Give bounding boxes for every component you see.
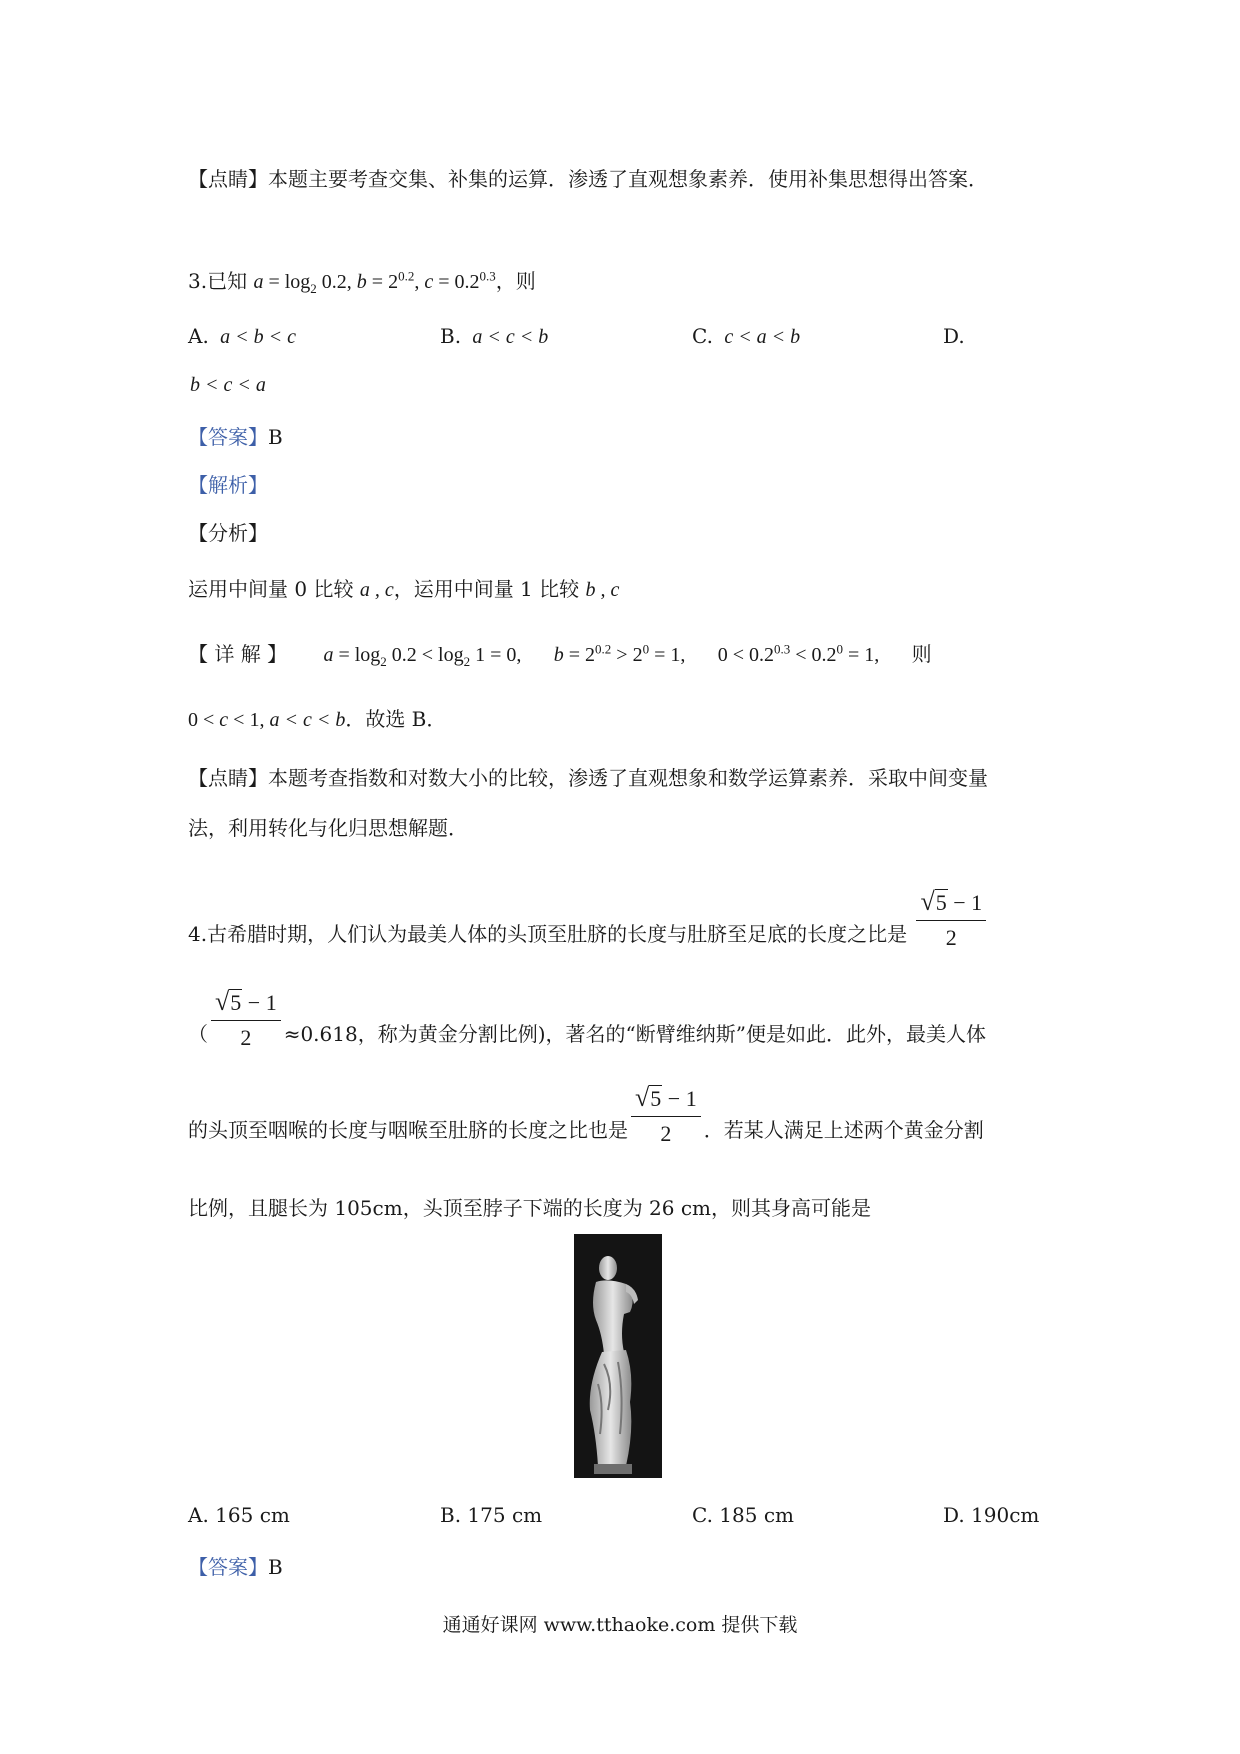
q3-option-b-formula: a < c < b xyxy=(467,326,549,348)
q3-option-d-label: D. xyxy=(943,324,965,348)
q4-answer-tag: 【答案】 xyxy=(188,1555,268,1579)
q3-analysis-tag: 【解析】 xyxy=(188,473,268,497)
page-footer: 通通好课网 www.tthaoke.com 提供下载 xyxy=(442,1614,798,1636)
venus-de-milo-statue-icon xyxy=(574,1234,662,1478)
q3-detail-then: 则 xyxy=(911,642,932,666)
q3-detail-tag: 【 详 解 】 xyxy=(188,642,288,666)
q3-option-c xyxy=(692,324,800,349)
q4-option-b: B. 175 cm xyxy=(440,1503,543,1527)
q3-formula: $a = \log_2 0.2$, $b = 2^{0.2}$, $c = 0.2^{0.3}$ xyxy=(253,268,496,296)
q4-line-3 xyxy=(188,1082,984,1147)
q4-line-2-text: ≈0.618，称为黄金分割比例)，著名的“断臂维纳斯”便是如此．此外，最美人体 xyxy=(283,1022,986,1046)
q4-line-1-text: 4.古希腊时期，人们认为最美人体的头顶至肚脐的长度与肚脐至足底的长度之比是 xyxy=(188,922,908,946)
q4-option-d: D. 190cm xyxy=(943,1503,1040,1527)
prev-tip-text: 本题主要考查交集、补集的运算．渗透了直观想象素养．使用补集思想得出答案． xyxy=(268,167,988,191)
q3-answer-value: B xyxy=(268,425,283,449)
q3-fenxi-tag: 【分析】 xyxy=(188,521,268,545)
q3-tip-line-1 xyxy=(188,762,988,791)
q3-tip-tag: 【点睛】 xyxy=(188,766,268,790)
q3-detail-formula-2: $b = 2^{0.2} > 2^0 = 1$, xyxy=(553,641,686,666)
q4-option-c: C. 185 cm xyxy=(692,1503,795,1527)
prev-tip xyxy=(188,163,988,192)
golden-ratio-fraction-3: $\frac{√5 - 1}{2}$ xyxy=(631,1083,701,1147)
q4-line-1 xyxy=(188,886,989,951)
q4-line-4: 比例，且腿长为 105cm，头顶至脖子下端的长度为 26 cm，则其身高可能是 xyxy=(188,1196,872,1220)
q3-fenxi-vars-2: b , c xyxy=(585,579,620,601)
q3-option-a-label: A. xyxy=(188,324,209,348)
q4-answer-value: B xyxy=(268,1555,283,1579)
q3-tail: ，则 xyxy=(495,269,536,293)
q3-option-b xyxy=(440,324,548,349)
golden-ratio-fraction-2: $\frac{√5 - 1}{2}$ xyxy=(211,987,281,1051)
q3-detail xyxy=(188,638,932,667)
q3-fenxi xyxy=(188,573,619,602)
q4-paren: （ xyxy=(188,1022,208,1046)
q3-option-c-formula: c < a < b xyxy=(719,326,801,348)
q3-option-d-formula: b < c < a xyxy=(190,374,266,396)
q3-stem xyxy=(188,265,536,294)
q3-option-d xyxy=(943,324,965,348)
q3-detail-formula-1: $a = \log_2 0.2 < \log_2 1 = 0$, xyxy=(323,644,522,669)
q3-option-c-label: C. xyxy=(692,324,713,348)
q3-answer xyxy=(188,421,283,450)
q3-option-a-formula: a < b < c xyxy=(215,326,297,348)
q3-option-b-label: B. xyxy=(440,324,462,348)
q3-answer-tag: 【答案】 xyxy=(188,425,268,449)
q3-option-a xyxy=(188,324,296,349)
golden-ratio-fraction-1: $\frac{√5 - 1}{2}$ xyxy=(916,887,986,951)
prev-tip-tag: 【点睛】 xyxy=(188,167,268,191)
q4-line-2 xyxy=(188,986,986,1051)
q4-line-3-tail: ．若某人满足上述两个黄金分割 xyxy=(703,1118,984,1142)
q3-detail-formula-3: $0 < 0.2^{0.3} < 0.2^0 = 1$, xyxy=(717,641,880,666)
q3-fenxi-text-2: ，运用中间量 1 比较 xyxy=(393,577,580,601)
q3-detail-cont xyxy=(188,703,446,732)
q3-tip-line-2: 法，利用转化与化归思想解题． xyxy=(188,816,468,840)
q4-option-a: A. 165 cm xyxy=(188,1503,290,1527)
q4-line-3-head: 的头顶至咽喉的长度与咽喉至肚脐的长度之比也是 xyxy=(188,1118,628,1142)
q3-fenxi-vars-1: a , c xyxy=(359,579,394,601)
q3-detail-end: ．故选 B． xyxy=(345,707,447,731)
q4-answer xyxy=(188,1551,283,1580)
q3-tip-text-1: 本题考查指数和对数大小的比较，渗透了直观想象和数学运算素养．采取中间变量 xyxy=(268,766,988,790)
q3-fenxi-text-1: 运用中间量 0 比较 xyxy=(188,577,354,601)
q3-prefix: 3.已知 xyxy=(188,269,248,293)
q3-detail-formula-4: 0 < c < 1, a < c < b xyxy=(188,709,346,731)
